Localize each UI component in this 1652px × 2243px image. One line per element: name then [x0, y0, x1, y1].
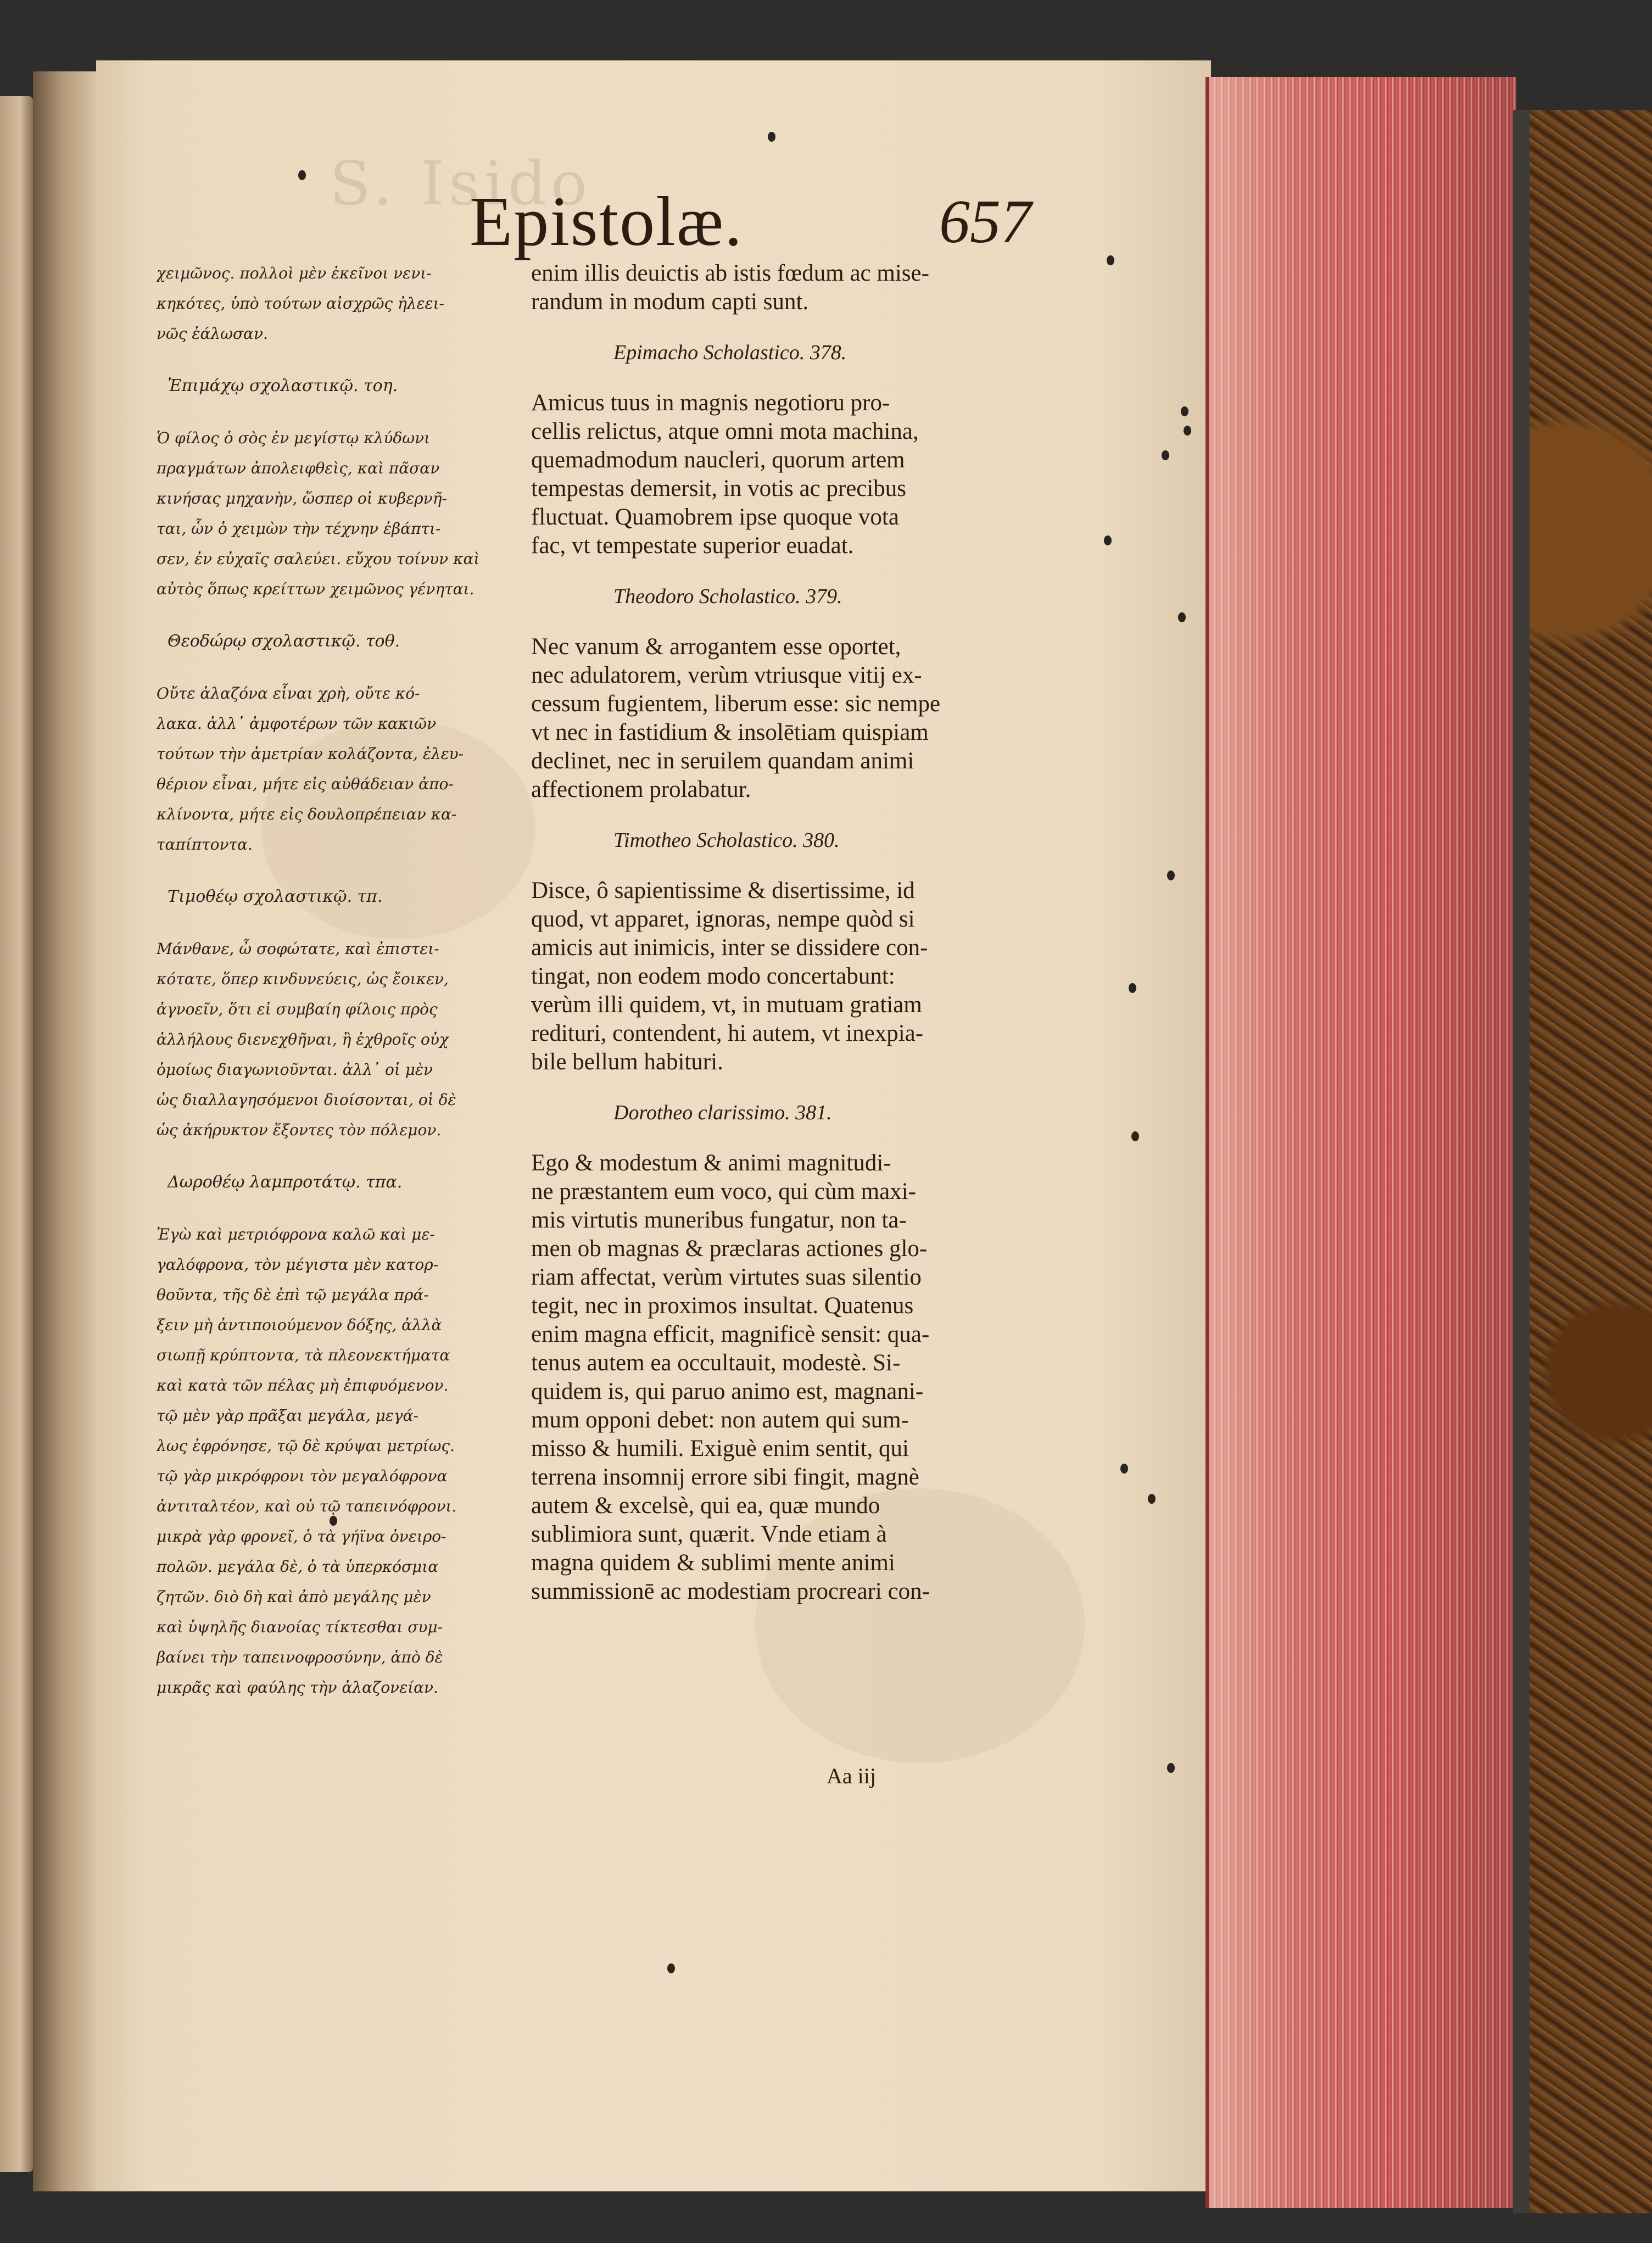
wormhole — [768, 132, 775, 142]
paragraph-gap — [531, 611, 1014, 633]
text-line: μικρᾶς καὶ φαύλης τὴν ἀλαζονείαν. — [157, 1678, 438, 1697]
text-line: cellis relictus, atque omni mota machina, — [531, 419, 919, 444]
text-line: cessum fugientem, liberum esse: sic nempe — [531, 691, 941, 717]
text-line: αὐτὸς ὅπως κρείττων χειμῶνος γένηται. — [157, 580, 475, 598]
text-line: τῷ μὲν γὰρ πρᾶξαι μεγάλα, μεγά- — [157, 1407, 418, 1425]
text-line: καὶ κατὰ τῶν πέλας μὴ ἐπιφυόμενον. — [157, 1376, 449, 1394]
text-line: λακα. ἀλλ᾽ ἀμφοτέρων τῶν κακιῶν — [157, 715, 437, 733]
text-line: Nec vanum & arrogantem esse oportet, — [531, 634, 901, 660]
letter-heading: Dorotheo clarissimo. 381. — [613, 1101, 832, 1124]
wormhole — [1148, 1494, 1156, 1504]
letter-heading: Epimacho Scholastico. 378. — [613, 341, 847, 364]
paragraph-gap — [531, 804, 1014, 826]
paragraph-gap — [157, 1145, 514, 1167]
paragraph-gap — [157, 604, 514, 626]
text-line: ὡς ἀκήρυκτον ἕξοντες τὸν πόλεμον. — [157, 1121, 442, 1139]
left-page-edge — [0, 96, 33, 2172]
letter-heading: Ἐπιμάχῳ σχολαστικῷ. τοη. — [168, 376, 398, 395]
text-line: κινήσας μηχανὴν, ὥσπερ οἱ κυβερνῆ- — [157, 489, 447, 507]
text-line: ἀλλήλους διενεχθῆναι, ἢ ἐχθροῖς οὐχ — [157, 1030, 449, 1048]
text-line: κότατε, ὅπερ κινδυνεύεις, ὡς ἔοικεν, — [157, 970, 449, 988]
text-line: summissionē ac modestiam procreari con- — [531, 1578, 930, 1604]
wormhole — [1167, 1763, 1175, 1773]
text-line: autem & excelsè, qui ea, quæ mundo — [531, 1493, 880, 1519]
text-line: sublimiora sunt, quærit. Vnde etiam à — [531, 1521, 887, 1547]
text-line: tingat, non eodem modo concertabunt: — [531, 963, 895, 989]
text-line: Disce, ô sapientissime & disertissime, id — [531, 878, 915, 903]
wormhole — [1181, 406, 1188, 416]
text-line: magna quidem & sublimi mente animi — [531, 1550, 895, 1576]
paragraph-gap — [531, 316, 1014, 338]
text-line: enim illis deuictis ab istis fœdum ac mise- — [531, 260, 929, 286]
text-line: ζητῶν. διὸ δὴ καὶ ἀπὸ μεγάλης μὲν — [157, 1588, 431, 1606]
text-line: tempestas demersit, in votis ac precibus — [531, 476, 907, 501]
paragraph-gap — [157, 912, 514, 934]
text-line: ἀντιταλτέον, καὶ οὐ τῷ ταπεινόφρονι. — [157, 1497, 457, 1515]
text-line: τούτων τὴν ἀμετρίαν κολάζοντα, ἐλευ- — [157, 745, 464, 763]
text-line: nec adulatorem, verùm vtriusque vitij ex- — [531, 662, 922, 688]
signature-mark: Aa iij — [827, 1764, 876, 1788]
text-line: κηκότες, ὑπὸ τούτων αἰσχρῶς ἠλεει- — [157, 294, 445, 313]
text-line: tegit, nec in proximos insultat. Quatenus — [531, 1293, 914, 1319]
paragraph-gap — [531, 367, 1014, 389]
wormhole — [1178, 612, 1186, 622]
paragraph-gap — [531, 1076, 1014, 1098]
text-line: θέριον εἶναι, μήτε εἰς αὐθάδειαν ἀπο- — [157, 775, 454, 793]
text-line: ται, ὧν ὁ χειμὼν τὴν τέχνην ἐβάπτι- — [157, 520, 441, 538]
text-line: enim magna efficit, magnificè sensit: qua- — [531, 1321, 930, 1347]
text-line: νῶς ἑάλωσαν. — [157, 325, 268, 343]
book-gutter — [33, 71, 99, 2191]
text-line: bile bellum habituri. — [531, 1049, 723, 1075]
bleed-through-text: S. Isido — [330, 148, 592, 219]
page-number: 657 — [939, 188, 1031, 256]
text-line: πολῶν. μεγάλα δὲ, ὁ τὰ ὑπερκόσμια — [157, 1558, 439, 1576]
paragraph-gap — [531, 560, 1014, 582]
text-line: πραγμάτων ἀπολειφθεὶς, καὶ πᾶσαν — [157, 459, 440, 477]
text-line: ταπίπτοντα. — [157, 835, 253, 853]
letter-heading: Timotheo Scholastico. 380. — [613, 829, 840, 852]
letter-heading: Θεοδώρῳ σχολαστικῷ. τοθ. — [168, 632, 400, 651]
text-line: λως ἐφρόνησε, τῷ δὲ κρύψαι μετρίως. — [157, 1437, 455, 1455]
text-line: riam affectat, verùm virtutes suas silentio — [531, 1264, 922, 1290]
greek-text-column — [157, 258, 514, 1703]
letter-heading: Theodoro Scholastico. 379. — [613, 585, 842, 608]
paragraph-gap — [157, 656, 514, 678]
text-line: ne præstantem eum voco, qui cùm maxi- — [531, 1179, 916, 1204]
text-line: Amicus tuus in magnis negotioru pro- — [531, 390, 890, 416]
letter-heading: Δωροθέῳ λαμπροτάτῳ. τπα. — [168, 1173, 403, 1192]
marbled-cover-board — [1513, 110, 1652, 2213]
text-line: amicis aut inimicis, inter se dissidere con- — [531, 935, 928, 961]
text-line: τῷ γὰρ μικρόφρονι τὸν μεγαλόφρονα — [157, 1467, 448, 1485]
wormhole — [1167, 871, 1175, 880]
paragraph-gap — [531, 855, 1014, 877]
text-line: ξειν μὴ ἀντιποιούμενον δόξης, ἀλλὰ — [157, 1316, 442, 1334]
text-line: Ἐγὼ καὶ μετριόφρονα καλῶ καὶ με- — [157, 1225, 435, 1243]
paragraph-gap — [157, 1197, 514, 1219]
text-line: Ego & modestum & animi magnitudi- — [531, 1150, 891, 1176]
text-line: ἀγνοεῖν, ὅτι εἰ συμβαίη φίλοις πρὸς — [157, 1000, 438, 1018]
text-line: redituri, contendent, hi autem, vt inexpia- — [531, 1020, 924, 1046]
text-line: quidem is, qui paruo animo est, magnani- — [531, 1379, 924, 1404]
text-line: men ob magnas & præclaras actiones glo- — [531, 1236, 928, 1262]
paragraph-gap — [157, 860, 514, 881]
text-line: ὡς διαλλαγησόμενοι διοίσονται, οἱ δὲ — [157, 1091, 456, 1109]
text-line: mum opponi debet: non autem qui sum- — [531, 1407, 909, 1433]
text-line: κλίνοντα, μήτε εἰς δουλοπρέπειαν κα- — [157, 805, 457, 823]
wormhole — [1184, 426, 1191, 436]
wormhole — [298, 170, 306, 180]
wormhole — [667, 1963, 675, 1973]
wormhole — [1120, 1464, 1128, 1474]
wormhole — [330, 1516, 337, 1526]
text-line: Ὁ φίλος ὁ σὸς ἐν μεγίστῳ κλύδωνι — [157, 429, 431, 447]
paragraph-gap — [157, 349, 514, 371]
text-line: fluctuat. Quamobrem ipse quoque vota — [531, 504, 899, 530]
running-header-title: Epistolæ. — [470, 182, 744, 260]
text-line: χειμῶνος. πολλοὶ μὲν ἐκεῖνοι νενι- — [157, 264, 432, 282]
text-line: γαλόφρονα, τὸν μέγιστα μὲν κατορ- — [157, 1256, 439, 1274]
latin-text-column — [531, 259, 1014, 1606]
text-line: θοῦντα, τῆς δὲ ἐπὶ τῷ μεγάλα πρά- — [157, 1286, 429, 1304]
text-line: ὁμοίως διαγωνιοῦνται. ἀλλ᾽ οἱ μὲν — [157, 1061, 433, 1079]
text-line: μικρὰ γὰρ φρονεῖ, ὁ τὰ γήϊνα ὀνειρο- — [157, 1527, 447, 1545]
text-line: terrena insomnij errore sibi fingit, magnè — [531, 1464, 919, 1490]
text-line: fac, vt tempestate superior euadat. — [531, 533, 854, 559]
text-line: βαίνει τὴν ταπεινοφροσύνην, ἀπὸ δὲ — [157, 1648, 443, 1666]
text-line: randum in modum capti sunt. — [531, 289, 809, 315]
paragraph-gap — [531, 1127, 1014, 1149]
wormhole — [1107, 255, 1114, 265]
text-line: declinet, nec in seruilem quandam animi — [531, 748, 914, 774]
text-line: affectionem prolabatur. — [531, 777, 751, 802]
text-line: misso & humili. Exiguè enim sentit, qui — [531, 1436, 909, 1461]
page-edge-red — [1205, 77, 1516, 2208]
wormhole — [1162, 450, 1169, 460]
paragraph-gap — [157, 401, 514, 423]
text-line: vt nec in fastidium & insolētiam quispiam — [531, 719, 929, 745]
letter-heading: Τιμοθέῳ σχολαστικῷ. τπ. — [168, 887, 383, 906]
text-line: σεν, ἐν εὐχαῖς σαλεύει. εὔχου τοίνυν καὶ — [157, 550, 480, 568]
text-line: quod, vt apparet, ignoras, nempe quòd si — [531, 906, 915, 932]
text-line: quemadmodum naucleri, quorum artem — [531, 447, 905, 473]
wormhole — [1129, 983, 1136, 993]
text-line: Οὔτε ἀλαζόνα εἶναι χρὴ, οὔτε κό- — [157, 684, 420, 702]
wormhole — [1131, 1131, 1139, 1141]
text-line: verùm illi quidem, vt, in mutuam gratiam — [531, 992, 922, 1018]
text-line: καὶ ὑψηλῆς διανοίας τίκτεσθαι συμ- — [157, 1618, 443, 1636]
text-line: mis virtutis muneribus fungatur, non ta- — [531, 1207, 907, 1233]
text-line: Μάνθανε, ὦ σοφώτατε, καὶ ἐπιστει- — [157, 940, 439, 958]
wormhole — [1104, 535, 1112, 545]
text-line: σιωπῇ κρύπτοντα, τὰ πλεονεκτήματα — [157, 1346, 450, 1364]
text-line: tenus autem ea occultauit, modestè. Si- — [531, 1350, 901, 1376]
